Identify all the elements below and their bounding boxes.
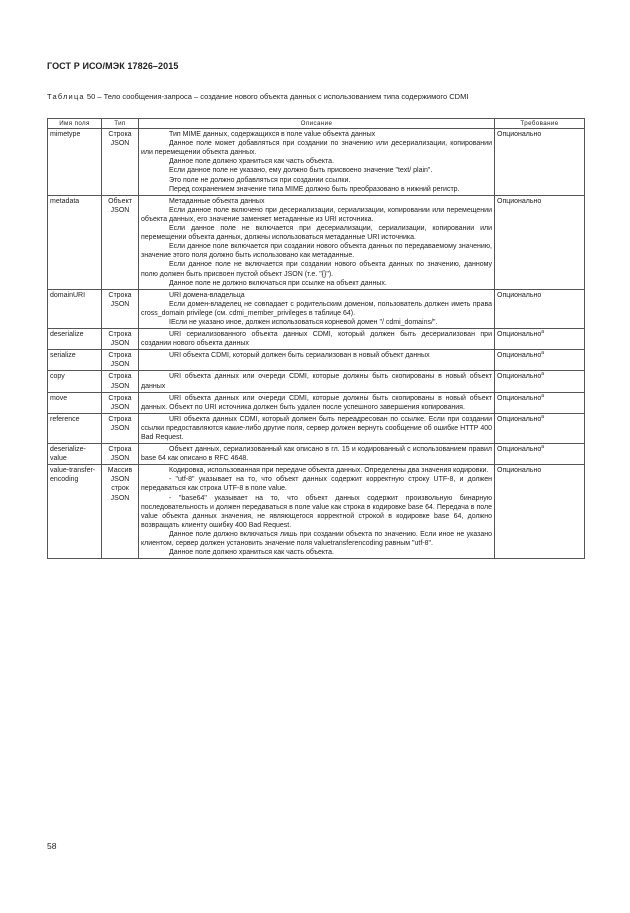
requirement-label: Опционально <box>497 394 542 402</box>
field-type-cell: Строка JSON <box>102 289 139 328</box>
description-paragraph: Данное поле должно храниться как часть объекта. <box>169 549 334 557</box>
field-name-cell: deserialize-value <box>48 444 102 465</box>
header-field-name: Имя поля <box>48 119 102 129</box>
requirement-cell <box>495 371 585 392</box>
field-description-cell <box>139 129 495 196</box>
description-paragraph: Объект данных, сериализованный как описано в гл. 15 и кодированный с использованием правил base 64 как описано в RFC 4648. <box>141 446 492 463</box>
description-paragraph: URI сериализованного объекта данных CDMI, который должен быть десериализован при создании нового объекта данных <box>141 331 492 348</box>
header-description: Описание <box>139 119 495 129</box>
requirement-label: Опционально <box>497 352 542 360</box>
description-paragraph: ІЕсли не указано иное, должен использоваться корневой домен "/ cdmi_domains/". <box>169 318 438 326</box>
field-description-cell <box>139 329 495 350</box>
requirement-label: Опционально <box>497 197 542 205</box>
header-type: Тип <box>102 119 139 129</box>
description-paragraph: Это поле не должно добавляться при создании ссылки. <box>169 176 351 184</box>
requirement-label: Опционально <box>497 331 542 339</box>
requirement-label: Опционально <box>497 373 542 381</box>
field-description-cell <box>139 413 495 443</box>
field-name-cell: copy <box>48 371 102 392</box>
description-paragraph: Метаданные объекта данных <box>169 197 265 205</box>
description-paragraph: Данное поле может добавляться при создании по значению или десериализации, копировании или перемещении объекта данных. <box>141 140 492 157</box>
description-paragraph: URI объекта CDMI, который должен быть сериализован в новый объект данных <box>169 352 430 360</box>
requirement-cell <box>495 413 585 443</box>
description-paragraph: - "utf-8" указывает на то, что объект данных содержит корректную строку UTF-8, и должен передаваться как строка UTF-8 в поле value. <box>141 476 492 493</box>
table-row <box>48 329 585 350</box>
requirement-label: Опционально <box>497 131 542 139</box>
description-paragraph: Перед сохранением значение типа MIME должно быть преобразовано в нижний регистр. <box>169 185 460 193</box>
requirement-cell <box>495 329 585 350</box>
field-name-cell: value-transfer-encoding <box>48 465 102 559</box>
description-paragraph: Данное поле должно храниться как часть объекта. <box>169 158 334 166</box>
requirement-cell <box>495 195 585 289</box>
field-type-cell: Строка JSON <box>102 329 139 350</box>
table-row <box>48 444 585 465</box>
table-row <box>48 413 585 443</box>
requirement-label: Опционально <box>497 291 542 299</box>
footnote-marker: a <box>541 350 545 357</box>
field-description-cell <box>139 444 495 465</box>
field-name-cell: serialize <box>48 350 102 371</box>
description-paragraph: URI объекта данных CDMI, который должен быть переадресован по ссылке. Если при создании ссылки предоставляются какие-либо другие поля, сервер должен вернуть сообщение об ошибке HTTP 400 Bad Request. <box>141 415 492 441</box>
field-name-cell: move <box>48 392 102 413</box>
description-paragraph: Тип MIME данных, содержащихся в поле value объекта данных <box>169 131 376 139</box>
description-paragraph: Данное поле должно включаться лишь при создании объекта по значению. Если иное не указано клиентом, сервер должен установить значение поля valuetransferencoding равным "utf-8". <box>141 530 492 548</box>
table-row <box>48 392 585 413</box>
field-description-cell <box>139 350 495 371</box>
footnote-marker: a <box>541 329 545 336</box>
field-type-cell: Строка JSON <box>102 444 139 465</box>
description-paragraph: Если данное поле не включается при создании нового объекта данных по значению, данному полю должен быть присвоен пустой объект JSON (т.е. "{}"). <box>141 261 492 278</box>
description-paragraph: Данное поле не должно включаться при ссылке на объект данных. <box>169 279 387 287</box>
field-type-cell: Строка JSON <box>102 413 139 443</box>
request-body-table <box>47 118 585 559</box>
table-row <box>48 129 585 196</box>
table-caption <box>47 92 587 102</box>
header-requirement: Требование <box>495 119 585 129</box>
table-row <box>48 465 585 559</box>
description-paragraph: Если домен-владелец не совпадает с родительским доменом, пользователь должен иметь права cross_domain privilege (см. cdmi_member_privileges в таблице 64). <box>141 300 492 317</box>
table-body <box>48 129 585 559</box>
description-paragraph: URI объекта данных или очереди CDMI, которые должны быть скопированы в новый объект данных. Объект по URI источника должен быть удален после успешного завершения копирования. <box>141 394 492 411</box>
footnote-marker: a <box>541 444 545 451</box>
field-description-cell <box>139 195 495 289</box>
description-paragraph: - "base64" указывает на то, что объект данных содержит произвольную бинарную последовательность и должен передаваться в поле value как строка в кодировке base 64. Передача в поле value объекта данных значения, не являющегося корректной строкой в кодировке base 64, должно возвращать клиенту ошибку 400 Bad Request. <box>141 494 492 529</box>
requirement-label: Опционально <box>497 467 542 475</box>
requirement-cell <box>495 350 585 371</box>
table-caption-text: 50 – Тело сообщения-запроса – создание нового объекта данных с использованием типа содержимого CDMI <box>86 92 469 101</box>
requirement-cell <box>495 392 585 413</box>
field-type-cell: Объект JSON <box>102 195 139 289</box>
description-paragraph: Если данное поле не включается при десериализации, сериализации, копировании или перемещении объекта данных, должны использоваться метаданные URI источника. <box>141 225 492 242</box>
field-name-cell: metadata <box>48 195 102 289</box>
requirement-label: Опционально <box>497 446 542 454</box>
description-paragraph: Кодировка, использованная при передаче объекта данных. Определены два значения кодировки. <box>169 467 489 475</box>
field-name-cell: mimetype <box>48 129 102 196</box>
table-row <box>48 371 585 392</box>
field-description-cell <box>139 371 495 392</box>
requirement-cell <box>495 129 585 196</box>
field-type-cell: Строка JSON <box>102 371 139 392</box>
table-row <box>48 195 585 289</box>
field-description-cell <box>139 392 495 413</box>
field-name-cell: reference <box>48 413 102 443</box>
field-type-cell: Массив JSON строк JSON <box>102 465 139 559</box>
field-description-cell <box>139 289 495 328</box>
table-header-row <box>48 119 585 129</box>
description-paragraph: URI домена-владельца <box>169 291 245 299</box>
requirement-label: Опционально <box>497 415 542 423</box>
footnote-marker: a <box>541 371 545 378</box>
document-standard-title: ГОСТ Р ИСО/МЭК 17826–2015 <box>47 61 179 71</box>
field-name-cell: domainURI <box>48 289 102 328</box>
footnote-marker: a <box>541 413 545 420</box>
table-row <box>48 350 585 371</box>
field-type-cell: Строка JSON <box>102 350 139 371</box>
footnote-marker: a <box>541 392 545 399</box>
field-type-cell: Строка JSON <box>102 129 139 196</box>
description-paragraph: Если данное поле включено при десериализации, сериализации, копировании или перемещении объекта данных, его значение заменяет метаданные из URI источника. <box>141 206 492 223</box>
table-row <box>48 289 585 328</box>
field-name-cell: deserialize <box>48 329 102 350</box>
description-paragraph: Если данное поле не указано, ему должно быть присвоено значение "text/ plain". <box>169 167 433 175</box>
page-number: 58 <box>47 841 57 851</box>
field-description-cell <box>139 465 495 559</box>
requirement-cell <box>495 465 585 559</box>
requirement-cell <box>495 444 585 465</box>
table-caption-label: Таблица <box>47 92 85 101</box>
field-type-cell: Строка JSON <box>102 392 139 413</box>
requirement-cell <box>495 289 585 328</box>
description-paragraph: URI объекта данных или очереди CDMI, которые должны быть скопированы в новый объект данных <box>141 373 492 390</box>
description-paragraph: Если данное поле включается при создании нового объекта данных по передаваемому значению, значение этого поля должно быть использовано как метаданные. <box>141 243 492 260</box>
